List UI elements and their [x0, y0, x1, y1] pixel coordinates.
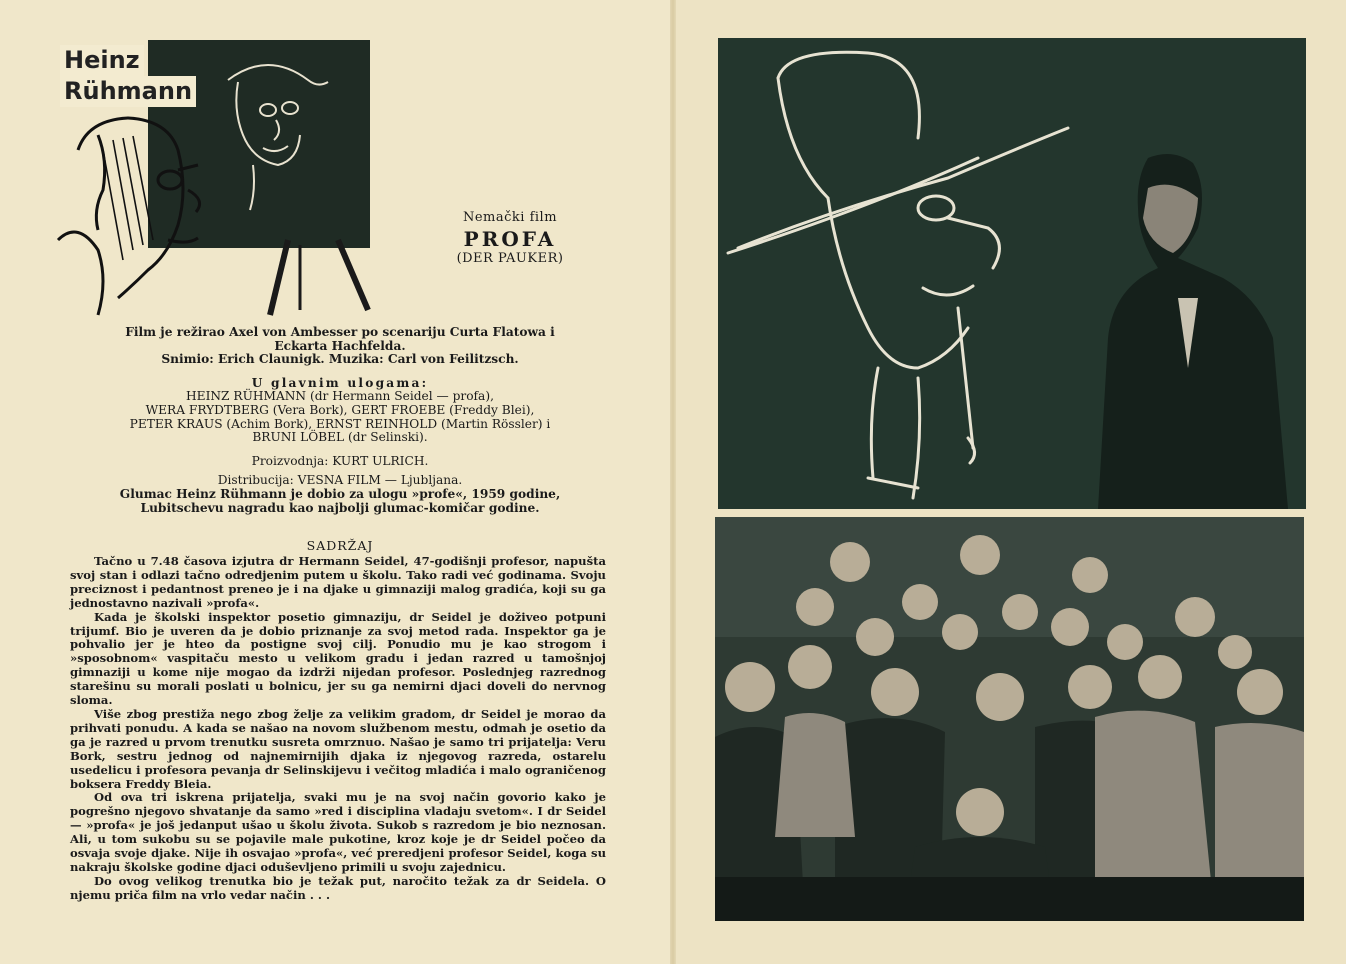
distribution-line: Distribucija: VESNA FILM — Ljubljana.: [217, 473, 463, 488]
credits-director-line: Film je režirao Axel von Ambesser po scenariju Curta Flatowa i: [125, 325, 555, 339]
photo-class-group: [715, 517, 1304, 921]
production-line: Proizvodnja: KURT ULRICH.: [251, 453, 429, 468]
film-heading: [430, 210, 590, 266]
film-kind: Nemački film: [462, 210, 558, 225]
film-original-title: (DER PAUKER): [456, 251, 564, 266]
cast-line-2: WERA FRYDTBERG (Vera Bork), GERT FROEBE (Freddy Blei),: [145, 402, 535, 417]
award-line-2: Lubitschevu nagradu kao najbolji glumac-komičar godine.: [140, 500, 540, 515]
summary-paragraph-3: Više zbog prestiža nego zbog želje za velikim gradom, dr Seidel je morao da prihvati ponudu. A kada se našao na novom službenom mestu, odmah je osetio da ga je razred u prvom trenutku susreta omrznuo. Našao je samo tri prijatelja: Veru Bork, sestru jednog od najnemirnijih djaka iz njegovog razreda, ostarelu usedelicu i profesora pevanja dr Selinskijevu i večitog mladića i malo ograničenog boksera Freddy Bleia.: [70, 706, 606, 791]
credits-writer-line: Eckarta Hachfelda.: [274, 338, 406, 353]
summary-paragraph-4: Od ova tri iskrena prijatelja, svaki mu je na svoj način govorio kako je pogrešno njegovo shvatanje da samo »red i disciplina vladaju svetom«. I dr Seidel — »profa« je još jedanput ušao u školu života. Sukob s razredom je bio neznosan. Ali, u tom sukobu su se pojavile male pukotine, kroz koje je dr Seidel počeo da osvaja svoje djake. Nije ih osvajao »profa«, već preredjeni profesor Seidel, koga su nakraju školske godine djaci oduševljeno primili u svoju zajednicu.: [70, 790, 606, 874]
summary-paragraph-1: Tačno u 7.48 časova izjutra dr Hermann Seidel, 47-godišnji profesor, napušta svoj stan i odlazi tačno odredjenim putem u školu. Tako radi već godinama. Svoju preciznost i pedantnost preneo je i na djake u gimnaziji malog gradića, koji su ga jednostavno nazivali »profa«.: [70, 554, 606, 610]
actor-last-name: Rühmann: [60, 76, 196, 107]
summary-title: SADRŽAJ: [306, 538, 374, 553]
summary-text: [70, 555, 606, 903]
film-title: PROFA: [463, 227, 557, 251]
award-line-1: Glumac Heinz Rühmann je dobio za ulogu »profe«, 1959 godine,: [119, 486, 561, 501]
actor-first-name: Heinz: [60, 45, 144, 76]
credits-camera-music-line: Snimio: Erich Claunigk. Muzika: Carl von Feilitzsch.: [161, 352, 519, 367]
summary-paragraph-2: Kada je školski inspektor posetio gimnaziju, dr Seidel je doživeo potpuni trijumf. Bio je uveren da je dobio priznanje za svoj metod rada. Inspektor ga je pohvalio jer je hteo da postigne svoj cilj. Ponudio mu je kao strogom i »sposobnom« vaspitaču mesto u velikom gradu i jedan razred u tamošnjoj gimnaziji u kome nije mogao da izdrži nijedan profesor. Poslednjeg razrednog starešinu su morali poslati u bolnicu, jer su ga nemirni djaci doveli do nervnog sloma.: [70, 609, 606, 708]
cast-heading: U glavnim ulogama:: [251, 375, 429, 390]
cast-line-3: PETER KRAUS (Achim Bork), ERNST REINHOLD (Martin Rössler) i: [129, 416, 551, 431]
actor-name-block: [60, 45, 196, 107]
summary-paragraph-5: Do ovog velikog trenutka bio je težak put, naročito težak za dr Seidela. O njemu priča film na vrlo vedar način . . .: [70, 873, 606, 902]
cast-line-1: HEINZ RÜHMANN (dr Hermann Seidel — profa),: [186, 389, 494, 404]
photo-blackboard-caricature: [718, 38, 1306, 509]
page-fold: [670, 0, 676, 964]
cast-line-4: BRUNI LÖBEL (dr Selinski).: [252, 430, 428, 445]
credits-block: [70, 326, 610, 515]
